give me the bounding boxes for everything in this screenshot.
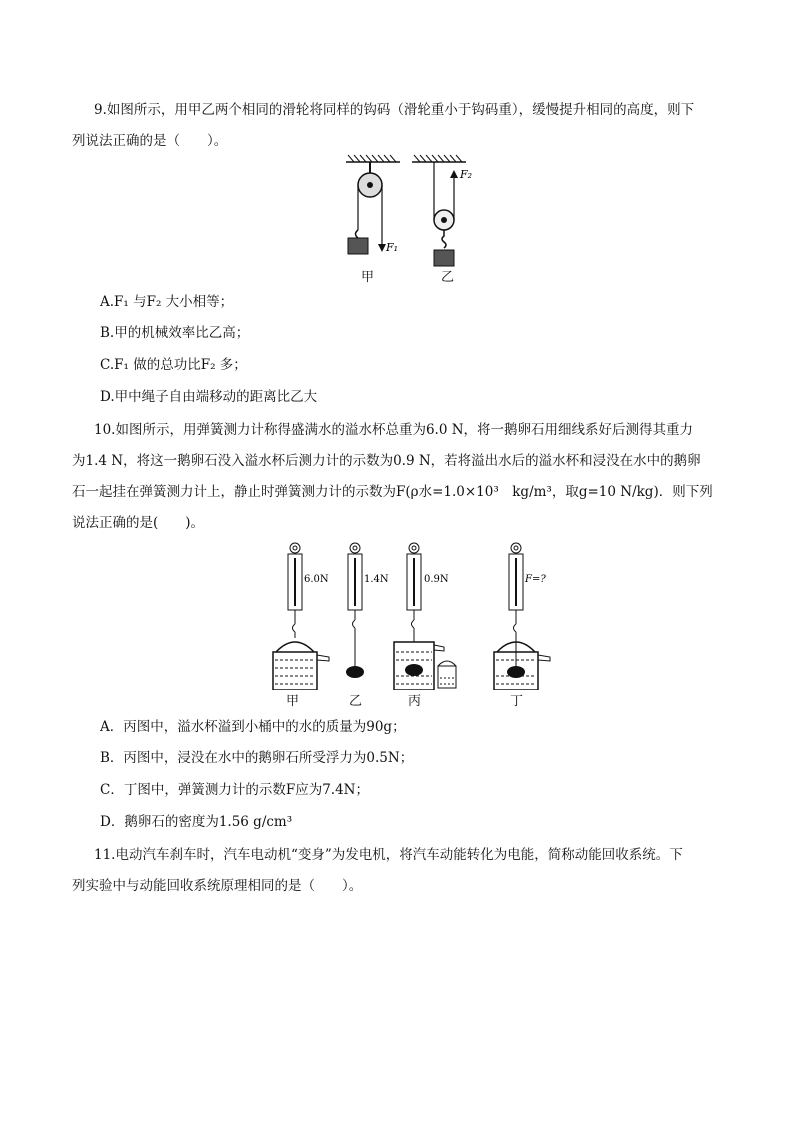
q9-stem-line2: 列说法正确的是（ ）。 xyxy=(72,133,228,149)
spring-scale-figure xyxy=(268,540,558,690)
q10-option-a: A．丙图中，溢水杯溢到小桶中的水的质量为90g； xyxy=(100,719,406,735)
q9-caption-yi: 乙 xyxy=(441,270,455,285)
fixed-pulley xyxy=(348,162,386,254)
q10-stem-line1: 10.如图所示，用弹簧测力计称得盛满水的溢水杯总重为6.0 N，将一鹅卵石用细线系好后测得其重力 xyxy=(94,422,694,438)
q9-option-a: A.F₁ 与F₂ 大小相等； xyxy=(100,294,234,310)
f2-label: F₂ xyxy=(460,168,473,181)
q9-option-c: C.F₁ 做的总功比F₂ 多； xyxy=(100,357,247,373)
q10-caption-ding: 丁 xyxy=(510,694,524,709)
scale-jia xyxy=(273,543,329,690)
q9-option-b: B.甲的机械效率比乙高； xyxy=(100,325,250,341)
scale-ding xyxy=(494,543,550,690)
reading-jia: 6.0N xyxy=(304,574,329,585)
q10-option-d: D．鹅卵石的密度为1.56 g/cm³ xyxy=(100,814,293,830)
reading-bing: 0.9N xyxy=(424,574,449,585)
q10-stem-line4: 说法正确的是( )。 xyxy=(72,515,205,531)
q10-caption-yi: 乙 xyxy=(349,694,363,709)
q9-caption-jia: 甲 xyxy=(361,270,375,285)
f1-label: F₁ xyxy=(386,241,399,254)
q10-option-b: B．丙图中，浸没在水中的鹅卵石所受浮力为0.5N； xyxy=(100,750,414,766)
scale-bing xyxy=(394,543,456,690)
movable-pulley xyxy=(434,162,458,266)
q10-caption-jia: 甲 xyxy=(286,694,300,709)
q9-option-d: D.甲中绳子自由端移动的距离比乙大 xyxy=(100,389,318,405)
q10-stem-line2: 为1.4 N，将这一鹅卵石没入溢水杯后测力计的示数为0.9 N，若将溢出水后的溢水杯和浸没在水中的鹅卵 xyxy=(72,453,701,469)
q11-stem-line1: 11.电动汽车刹车时，汽车电动机“变身”为发电机，将汽车动能转化为电能，简称动能回收系统。下 xyxy=(94,847,683,863)
q10-caption-bing: 丙 xyxy=(408,694,422,709)
scale-yi xyxy=(346,543,364,678)
q11-stem-line2: 列实验中与动能回收系统原理相同的是（ ）。 xyxy=(72,878,363,894)
reading-yi: 1.4N xyxy=(364,574,389,585)
q9-stem-line1: 9.如图所示，用甲乙两个相同的滑轮将同样的钩码（滑轮重小于钩码重），缓慢提升相同的高度，则下 xyxy=(94,102,695,118)
q10-option-c: C．丁图中，弹簧测力计的示数F应为7.4N； xyxy=(100,782,369,798)
reading-ding: F=? xyxy=(525,574,546,585)
ceiling-hatch-b xyxy=(412,155,466,162)
ceiling-hatch-a xyxy=(346,155,400,162)
q10-stem-line3: 石一起挂在弹簧测力计上，静止时弹簧测力计的示数为F(ρ水=1.0×10³ kg/m³，取g=10 N/kg)．则下列 xyxy=(72,484,713,500)
